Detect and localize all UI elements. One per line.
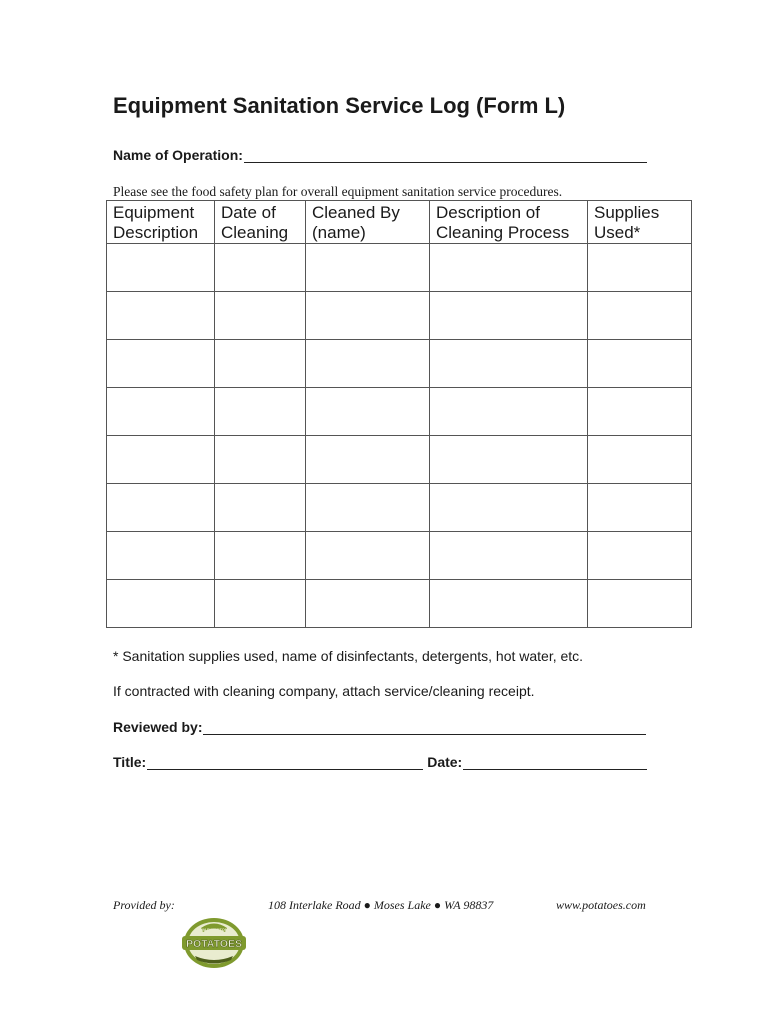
table-cell[interactable] bbox=[430, 484, 588, 532]
procedure-note: Please see the food safety plan for overall equipment sanitation service procedures. bbox=[113, 184, 563, 199]
table-row bbox=[107, 388, 692, 436]
sanitation-log-table bbox=[106, 200, 692, 628]
date-label: Date: bbox=[427, 754, 463, 770]
logo-top-text: WASHINGTON bbox=[200, 927, 228, 932]
table-cell[interactable] bbox=[215, 292, 306, 340]
header-date-of-cleaning: Date of Cleaning bbox=[215, 201, 306, 244]
table-cell[interactable] bbox=[588, 292, 692, 340]
header-supplies-used: Supplies Used* bbox=[588, 201, 692, 244]
provided-by-text: Provided by: bbox=[113, 898, 175, 912]
supplies-footnote: * Sanitation supplies used, name of disinfectants, detergents, hot water, etc. bbox=[113, 648, 584, 664]
title-label: Title: bbox=[113, 754, 147, 770]
table-cell[interactable] bbox=[215, 484, 306, 532]
table-row bbox=[107, 340, 692, 388]
table-cell[interactable] bbox=[430, 436, 588, 484]
table-cell[interactable] bbox=[107, 388, 215, 436]
table-cell[interactable] bbox=[430, 292, 588, 340]
table-cell[interactable] bbox=[215, 340, 306, 388]
reviewed-by-line[interactable] bbox=[203, 721, 646, 735]
table-cell[interactable] bbox=[215, 580, 306, 628]
table-cell[interactable] bbox=[588, 484, 692, 532]
table-cell[interactable] bbox=[430, 580, 588, 628]
table-row bbox=[107, 580, 692, 628]
table-cell[interactable] bbox=[588, 388, 692, 436]
table-cell[interactable] bbox=[107, 532, 215, 580]
table-row bbox=[107, 532, 692, 580]
table-cell[interactable] bbox=[588, 244, 692, 292]
footer-address: 108 Interlake Road ● Moses Lake ● WA 98837 bbox=[268, 898, 494, 912]
table-cell[interactable] bbox=[107, 340, 215, 388]
table-cell[interactable] bbox=[107, 484, 215, 532]
title-line[interactable] bbox=[147, 756, 423, 770]
table-cell[interactable] bbox=[107, 292, 215, 340]
table-cell[interactable] bbox=[107, 244, 215, 292]
table-row bbox=[107, 436, 692, 484]
name-of-operation-line[interactable] bbox=[244, 149, 647, 163]
logo-main-text: POTATOES bbox=[185, 938, 243, 950]
table-cell[interactable] bbox=[306, 580, 430, 628]
table-row bbox=[107, 292, 692, 340]
table-cell[interactable] bbox=[588, 532, 692, 580]
name-of-operation-label: Name of Operation: bbox=[113, 147, 243, 163]
reviewed-by-label: Reviewed by: bbox=[113, 719, 203, 735]
reviewed-by-field bbox=[113, 719, 646, 735]
table-cell[interactable] bbox=[306, 340, 430, 388]
table-cell[interactable] bbox=[588, 340, 692, 388]
table-cell[interactable] bbox=[430, 340, 588, 388]
table-cell[interactable] bbox=[107, 580, 215, 628]
name-of-operation-field bbox=[113, 147, 647, 163]
table-cell[interactable] bbox=[306, 388, 430, 436]
table-cell[interactable] bbox=[588, 580, 692, 628]
table-cell[interactable] bbox=[430, 244, 588, 292]
table-cell[interactable] bbox=[588, 436, 692, 484]
footer-website[interactable]: www.potatoes.com bbox=[556, 898, 646, 912]
table-cell[interactable] bbox=[215, 436, 306, 484]
table-cell[interactable] bbox=[215, 388, 306, 436]
table-row bbox=[107, 244, 692, 292]
table-header-row bbox=[107, 201, 692, 244]
table-cell[interactable] bbox=[306, 244, 430, 292]
table-cell[interactable] bbox=[430, 388, 588, 436]
table-cell[interactable] bbox=[430, 532, 588, 580]
table-cell[interactable] bbox=[306, 436, 430, 484]
table-body bbox=[107, 244, 692, 628]
table-row bbox=[107, 484, 692, 532]
table-cell[interactable] bbox=[306, 484, 430, 532]
header-equipment-description: Equipment Description bbox=[107, 201, 215, 244]
date-line[interactable] bbox=[463, 756, 647, 770]
form-title: Equipment Sanitation Service Log (Form L) bbox=[113, 93, 566, 118]
table-cell[interactable] bbox=[107, 436, 215, 484]
table-cell[interactable] bbox=[215, 532, 306, 580]
washington-potatoes-logo bbox=[181, 916, 247, 970]
header-description-of-cleaning-process: Description of Cleaning Process bbox=[430, 201, 588, 244]
title-date-field bbox=[113, 754, 647, 770]
table-cell[interactable] bbox=[306, 292, 430, 340]
header-cleaned-by: Cleaned By (name) bbox=[306, 201, 430, 244]
table-cell[interactable] bbox=[215, 244, 306, 292]
contracted-note: If contracted with cleaning company, attach service/cleaning receipt. bbox=[113, 683, 535, 699]
table-cell[interactable] bbox=[306, 532, 430, 580]
